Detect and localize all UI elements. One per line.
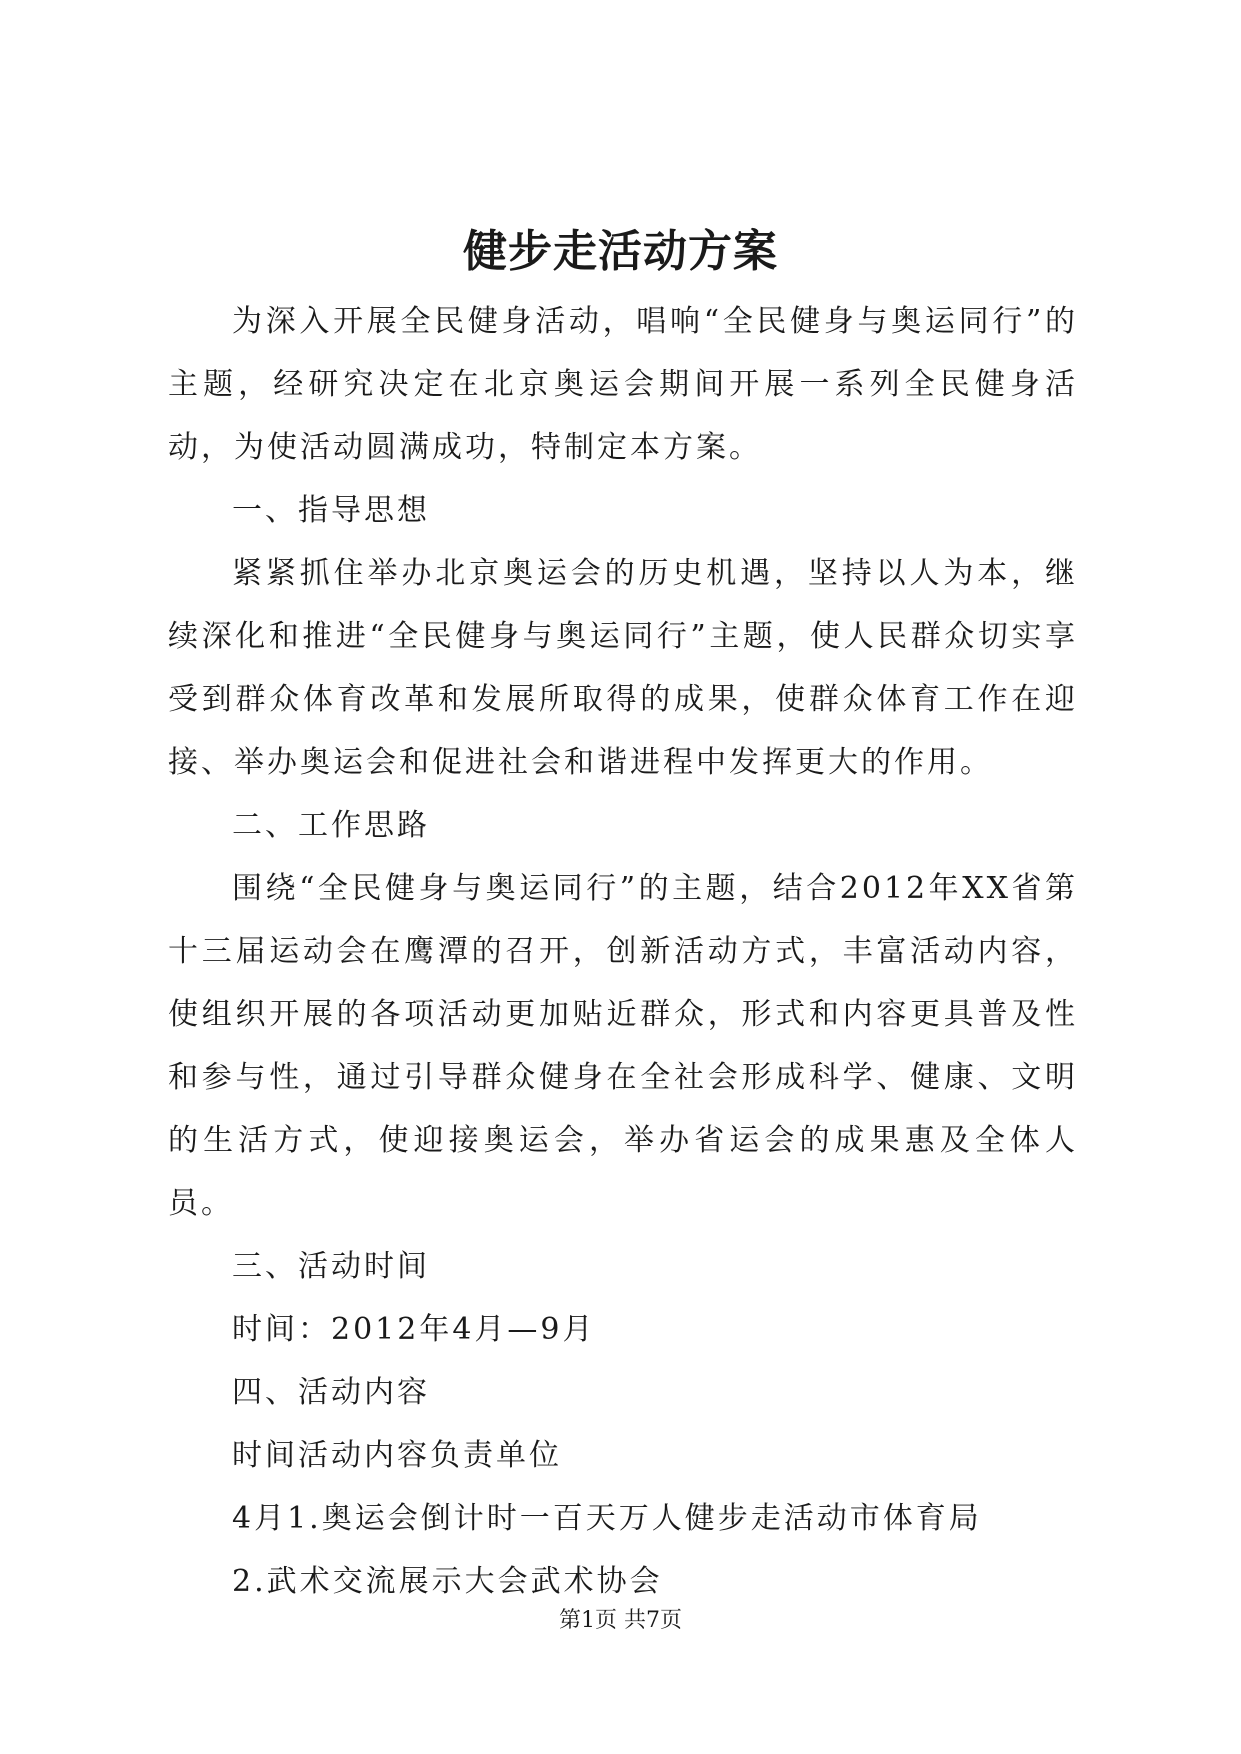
paragraph-april-item-2: 2.武术交流展示大会武术协会 — [232, 1564, 663, 1599]
paragraph-activity-time: 时间：2012年4月—9月 — [232, 1312, 596, 1347]
document-title: 健步走活动方案 — [463, 226, 778, 277]
heading-activity-time: 三、活动时间 — [232, 1249, 430, 1284]
heading-guiding-ideology: 一、指导思想 — [232, 493, 430, 528]
document-body — [168, 290, 1078, 1613]
heading-activity-content: 四、活动内容 — [232, 1375, 430, 1410]
paragraph-intro: 为深入开展全民健身活动，唱响“全民健身与奥运同行”的主题，经研究决定在北京奥运会期间开展一系列全民健身活动，为使活动圆满成功，特制定本方案。 — [168, 304, 1078, 465]
heading-work-approach: 二、工作思路 — [232, 808, 430, 843]
page-number-footer: 第1页 共7页 — [559, 1608, 682, 1633]
paragraph-april-item-1: 4月1.奥运会倒计时一百天万人健步走活动市体育局 — [232, 1501, 982, 1536]
paragraph-guiding-ideology: 紧紧抓住举办北京奥运会的历史机遇，坚持以人为本，继续深化和推进“全民健身与奥运同行”主题，使人民群众切实享受到群众体育改革和发展所取得的成果，使群众体育工作在迎接、举办奥运会和促进社会和谐进程中发挥更大的作用。 — [168, 556, 1078, 780]
paragraph-work-approach: 围绕“全民健身与奥运同行”的主题，结合2012年XX省第十三届运动会在鹰潭的召开，创新活动方式，丰富活动内容，使组织开展的各项活动更加贴近群众，形式和内容更具普及性和参与性，通过引导群众健身在全社会形成科学、健康、文明的生活方式，使迎接奥运会，举办省运会的成果惠及全体人员。 — [168, 871, 1078, 1221]
paragraph-table-header: 时间活动内容负责单位 — [232, 1438, 562, 1473]
